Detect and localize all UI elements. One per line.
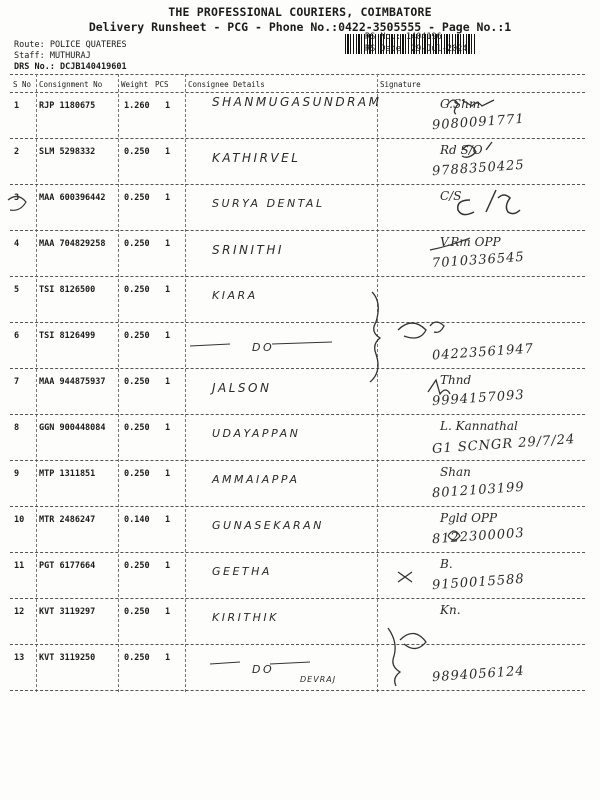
row-consignment-no: TSI 8126500 xyxy=(39,285,96,295)
row-consignment-no: MAA 600396442 xyxy=(39,193,106,203)
row-consignee: JALSON xyxy=(212,381,272,395)
row-sno: 1 xyxy=(14,101,20,111)
row-consignee: KATHIRVEL xyxy=(212,151,301,165)
row-signature-phone: 9788350425 xyxy=(431,157,526,180)
row-signature-phone: 8122300003 xyxy=(431,525,526,548)
row-signature: Thnd xyxy=(440,373,472,387)
row-consignment-no: TSI 8126499 xyxy=(39,331,96,341)
row-pcs: 1 xyxy=(165,561,171,571)
row-sno: 7 xyxy=(14,377,20,387)
row-weight: 0.250 xyxy=(124,607,150,617)
row-divider xyxy=(10,506,585,507)
row-weight: 1.260 xyxy=(124,101,150,111)
row-consignee: AMMAIAPPA xyxy=(212,473,300,486)
row-signature-phone: 8012103199 xyxy=(431,479,526,502)
row-signature-phone: 04223561947 xyxy=(431,341,535,364)
row-weight: 0.250 xyxy=(124,239,150,249)
col-header-consignee: Consignee Details xyxy=(188,80,265,89)
row-pcs: 1 xyxy=(165,147,171,157)
row-signature-phone: 9894056124 xyxy=(431,663,526,686)
row-sno: 2 xyxy=(14,147,20,157)
row-weight: 0.250 xyxy=(124,193,150,203)
row-weight: 0.250 xyxy=(124,561,150,571)
row-pcs: 1 xyxy=(165,331,171,341)
row-weight: 0.250 xyxy=(124,653,150,663)
company-title: THE PROFESSIONAL COURIERS, COIMBATORE xyxy=(168,5,432,19)
row-signature: Shan xyxy=(440,465,471,479)
row-consignment-no: MTR 2486247 xyxy=(39,515,96,525)
row-sno: 3 xyxy=(14,193,20,203)
row-pcs: 1 xyxy=(165,239,171,249)
row-divider xyxy=(10,184,585,185)
row-divider xyxy=(10,322,585,323)
row-consignee: DO xyxy=(252,663,275,676)
row-consignee: SHANMUGASUNDRAM xyxy=(212,95,382,109)
column-divider xyxy=(377,74,378,692)
row-consignment-no: GGN 900448084 xyxy=(39,423,106,433)
row-sno: 6 xyxy=(14,331,20,341)
rs-date: RS Date: 29-Jul-2024 xyxy=(365,44,468,54)
row-consignment-no: KVT 3119297 xyxy=(39,607,96,617)
row-signature-phone: 9080091771 xyxy=(431,111,526,134)
column-divider xyxy=(185,74,186,692)
row-consignment-no: MTP 1311851 xyxy=(39,469,96,479)
column-divider xyxy=(36,74,37,692)
row-divider xyxy=(10,138,585,139)
col-header-consignment: Consignment No xyxy=(39,80,103,89)
row-divider xyxy=(10,230,585,231)
col-header-pcs: PCS xyxy=(155,80,169,89)
row-divider xyxy=(10,368,585,369)
row-weight: 0.140 xyxy=(124,515,150,525)
column-divider xyxy=(118,74,119,692)
row-sno: 5 xyxy=(14,285,20,295)
row-sno: 12 xyxy=(14,607,25,617)
row-sno: 4 xyxy=(14,239,20,249)
row-signature: Kn. xyxy=(440,603,461,617)
table-header-border xyxy=(10,92,585,93)
row-consignment-no: PGT 6177664 xyxy=(39,561,96,571)
row-consignee: KIRITHIK xyxy=(212,611,279,624)
row-consignment-no: MAA 704829258 xyxy=(39,239,106,249)
row-signature-phone: G1 SCNGR 29/7/24 xyxy=(431,432,576,457)
row-signature: B. xyxy=(440,557,453,571)
drs-number: DRS No.: DCJB140419601 xyxy=(14,62,127,72)
row-consignment-no: KVT 3119250 xyxy=(39,653,96,663)
row-weight: 0.250 xyxy=(124,285,150,295)
row-weight: 0.250 xyxy=(124,147,150,157)
row-signature-phone: 9150015588 xyxy=(431,571,526,594)
row-consignee: GEETHA xyxy=(212,565,272,578)
row-signature: L. Kannathal xyxy=(440,419,518,433)
row-divider xyxy=(10,598,585,599)
row-divider xyxy=(10,690,585,691)
row-pcs: 1 xyxy=(165,377,171,387)
row-signature: V.Rm OPP xyxy=(440,235,501,249)
row-consignment-no: MAA 944875937 xyxy=(39,377,106,387)
row-weight: 0.250 xyxy=(124,331,150,341)
row-divider xyxy=(10,414,585,415)
row-signature: Pgld OPP xyxy=(440,511,498,525)
route-label: Route: POLICE QUATERES xyxy=(14,40,127,50)
row-consignee: DO xyxy=(252,341,275,354)
row-consignee: UDAYAPPAN xyxy=(212,427,301,440)
row-divider xyxy=(10,644,585,645)
row-weight: 0.250 xyxy=(124,377,150,387)
row-pcs: 1 xyxy=(165,515,171,525)
runsheet-subtitle: Delivery Runsheet - PCG - Phone No.:0422-3505555 - Page No.:1 xyxy=(88,20,512,34)
rs-number: RS No.: 1404196 xyxy=(365,32,442,42)
row-weight: 0.250 xyxy=(124,469,150,479)
row-consignment-no: SLM 5298332 xyxy=(39,147,96,157)
row-weight: 0.250 xyxy=(124,423,150,433)
row-signature-phone: 7010336545 xyxy=(431,249,526,272)
row-consignee: GUNASEKARAN xyxy=(212,519,324,532)
row-consignee-extra: DEVRAJ xyxy=(300,675,337,684)
row-pcs: 1 xyxy=(165,101,171,111)
row-sno: 9 xyxy=(14,469,20,479)
row-sno: 13 xyxy=(14,653,25,663)
row-pcs: 1 xyxy=(165,285,171,295)
col-header-signature: Signature xyxy=(380,80,421,89)
row-divider xyxy=(10,276,585,277)
row-pcs: 1 xyxy=(165,607,171,617)
col-header-weight: Weight xyxy=(121,80,149,89)
row-divider xyxy=(10,552,585,553)
table-top-border xyxy=(10,74,585,75)
row-sno: 11 xyxy=(14,561,25,571)
row-consignee: KIARA xyxy=(212,289,258,302)
row-consignment-no: RJP 1180675 xyxy=(39,101,96,111)
row-sno: 8 xyxy=(14,423,20,433)
row-signature-phone: 9994157093 xyxy=(431,387,526,410)
row-consignee: SRINITHI xyxy=(212,243,284,257)
row-consignee: SURYA DENTAL xyxy=(212,197,325,210)
row-sno: 10 xyxy=(14,515,25,525)
row-pcs: 1 xyxy=(165,653,171,663)
staff-label: Staff: MUTHURAJ xyxy=(14,51,91,61)
row-pcs: 1 xyxy=(165,423,171,433)
row-pcs: 1 xyxy=(165,469,171,479)
col-header-sno: S No xyxy=(13,80,32,89)
row-signature: Rd S/O xyxy=(440,143,483,157)
row-pcs: 1 xyxy=(165,193,171,203)
row-signature: C/S xyxy=(440,189,462,203)
row-divider xyxy=(10,460,585,461)
row-signature: G.Shm xyxy=(440,97,481,111)
